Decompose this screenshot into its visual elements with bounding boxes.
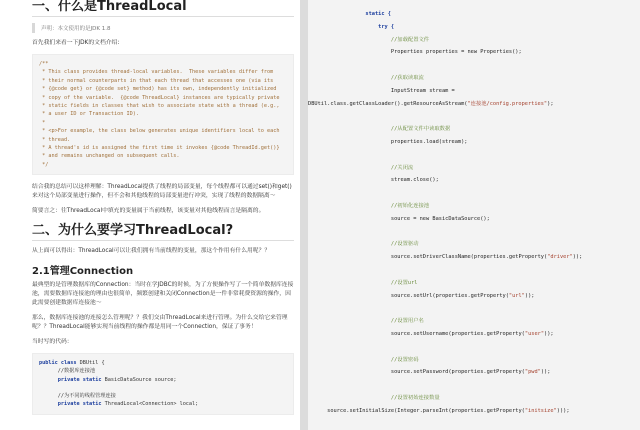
code-text: )));	[556, 407, 570, 414]
code-text: );	[547, 100, 554, 107]
javadoc-line: * <p>For example, the class below generates unique identifiers local to each	[39, 128, 280, 135]
code-line	[308, 213, 634, 226]
code-line	[308, 226, 634, 239]
code-text: ));	[572, 254, 583, 261]
heading-rule	[32, 240, 294, 241]
javadoc-line: * This class provides thread-local variables. These variables differ from	[39, 69, 274, 76]
connection-paragraph-1: 最典型的是管理数据库的Connection：当时在学JDBC的时候，为了方便操作写了一个简单数据库连接池，需要数据库连接池的理由也很简单，频繁创建和关闭Connection是一件非常耗费资源的操作，因此需要创建数据库连接池～	[32, 282, 294, 307]
code-line	[308, 405, 634, 418]
code-keyword: private static	[57, 401, 105, 408]
code-text: InputStream stream =	[390, 87, 455, 94]
code-text: DBUtil.class.getClassLoader().getResourceAsStream(	[308, 100, 468, 107]
code-line	[308, 328, 634, 341]
code-text: ));	[524, 292, 535, 299]
javadoc-line: * {@code get} or {@code set} method) has its own, independently initialized	[39, 86, 277, 93]
code-line	[308, 46, 634, 59]
code-keyword: private static	[57, 376, 105, 383]
code-comment	[308, 72, 634, 85]
javadoc-line: * thread.	[39, 136, 71, 143]
code-line	[39, 384, 287, 392]
javadoc-line: * and remains unchanged on subsequent calls.	[39, 153, 180, 160]
javadoc-line: */	[39, 161, 49, 168]
code-line	[39, 400, 287, 408]
code-line	[39, 359, 287, 367]
code-string: "driver"	[547, 254, 573, 261]
code-comment-text: //获取读取流	[390, 74, 424, 81]
code-line	[308, 264, 634, 277]
code-line	[308, 187, 634, 200]
code-comment-text: //为不同的线程管理连接	[57, 393, 116, 400]
jdk-version-note: 声明：本文使用的是JDK 1.8	[32, 23, 294, 33]
code-comment	[308, 123, 634, 136]
code-comment-text: //设置初始连接数量	[390, 394, 440, 401]
code-line	[308, 136, 634, 149]
code-line	[308, 8, 634, 21]
code-comment-text: //初始化连接池	[390, 202, 430, 209]
code-comment	[39, 367, 287, 375]
code-line	[308, 98, 634, 111]
code-line	[308, 59, 634, 72]
code-line	[308, 290, 634, 303]
code-comment-text: //从配置文件中读取数据	[390, 126, 451, 133]
code-line	[308, 85, 634, 98]
code-text: BasicDataSource source;	[104, 376, 177, 383]
code-line	[308, 149, 634, 162]
code-text: stream.close();	[390, 177, 439, 184]
code-comment-text: //数据库连接池	[57, 368, 96, 375]
code-string: "连接池/config.properties"	[467, 100, 548, 107]
code-comment	[308, 238, 634, 251]
article-left-column	[0, 0, 300, 430]
code-string: "user"	[524, 330, 545, 337]
code-comment-text: //设置用户名	[390, 318, 424, 325]
code-comment-text: //加载配置文件	[390, 36, 430, 43]
code-keyword: static {	[365, 11, 391, 17]
code-comment	[308, 200, 634, 213]
intro-paragraph: 首先我们来看一下JDK的文档介绍:	[32, 40, 120, 46]
heading-why-learn: 二、为什么要学习ThreadLocal?	[32, 223, 234, 239]
code-intro-paragraph: 当时写的代码：	[32, 339, 73, 346]
code-text: properties.load(stream);	[390, 138, 468, 145]
javadoc-code-block[interactable]	[32, 54, 294, 175]
code-line	[308, 110, 634, 123]
brief-paragraph: 简要言之：往ThreadLocal中填充的变量属于当前线程，该变量对其他线程而言是隔离的。	[32, 208, 265, 215]
code-line	[308, 21, 634, 34]
code-comment	[308, 354, 634, 367]
code-text: ));	[540, 369, 551, 376]
javadoc-line: *	[39, 119, 46, 126]
code-line	[308, 366, 634, 379]
javadoc-line: * copy of the variable. {@code ThreadLocal} instances are typically private	[39, 94, 280, 101]
code-line	[308, 251, 634, 264]
code-comment	[308, 34, 634, 47]
javadoc-line: * their normal counterparts in that each thread that accesses one (via its	[39, 77, 274, 84]
code-text: source.setDriverClassName(properties.getProperty(	[390, 254, 548, 261]
code-text: source = new BasicDataSource();	[390, 215, 490, 222]
code-text: DBUtil {	[79, 360, 105, 367]
code-comment	[308, 277, 634, 290]
code-keyword: try {	[378, 23, 395, 30]
code-comment	[39, 392, 287, 400]
javadoc-line: /**	[39, 61, 49, 67]
column-divider	[300, 0, 308, 430]
code-comment	[308, 392, 634, 405]
subheading-manage-connection: 2.1管理Connection	[32, 266, 134, 278]
code-comment	[308, 315, 634, 328]
code-line	[39, 376, 287, 384]
heading-rule	[32, 16, 294, 17]
code-keyword: public class	[39, 360, 80, 367]
code-text: ));	[544, 330, 554, 337]
static-block-code	[308, 0, 640, 418]
code-comment-text: //设置密码	[390, 356, 419, 363]
code-string: "pwd"	[524, 369, 541, 376]
code-text: Properties properties = new Properties();	[390, 49, 522, 56]
code-text: source.setInitialSize(Integer.parseInt(properties.getProperty(	[327, 407, 525, 414]
code-comment-text: //关闭流	[390, 164, 414, 171]
code-text: source.setPassword(properties.getProperty(	[390, 369, 525, 376]
code-comment	[308, 162, 634, 175]
code-comment-text: //设置驱动	[390, 241, 419, 248]
javadoc-line: * A thread's id is assigned the first time it invokes {@code ThreadId.get()}	[39, 145, 280, 152]
code-line	[308, 379, 634, 392]
code-line	[308, 302, 634, 315]
code-line	[308, 341, 634, 354]
code-comment-text: //设置url	[390, 279, 418, 286]
javadoc-line: * static fields in classes that wish to associate state with a thread (e.g.,	[39, 103, 280, 110]
code-text: source.setUrl(properties.getProperty(	[390, 292, 509, 299]
code-string: "url"	[508, 292, 525, 299]
code-right-column[interactable]	[308, 0, 640, 430]
why-intro-paragraph: 从上面可以得出：ThreadLocal可以让我们拥有当前线程的变量，那这个作用有什么用呢？？	[32, 248, 271, 255]
javadoc-line: * a user ID or Transaction ID).	[39, 111, 139, 118]
dbutil-code-block[interactable]	[32, 353, 294, 414]
code-line	[308, 174, 634, 187]
code-text: ThreadLocal<Connection> local;	[104, 401, 199, 408]
summary-paragraph: 结合我的总结可以这样理解：ThreadLocal提供了线程的局部变量，每个线程都可以通过set()和get()来对这个局部变量进行操作，但不会和其他线程的局部变量进行冲突，实现了线程的数据隔离～	[32, 184, 292, 200]
connection-paragraph-2: 那么，数据库连接池的连接怎么管理呢？？我们交由ThreadLocal来进行管理。为什么交给它来管理呢？？ThreadLocal能够实现当前线程的操作都是用同一个Connection，保证了事务！	[32, 315, 288, 331]
heading-what-is-threadlocal: 一、什么是ThreadLocal	[32, 0, 187, 14]
code-text: source.setUsername(properties.getProperty(	[390, 330, 525, 337]
code-string: "initsize"	[524, 407, 557, 414]
